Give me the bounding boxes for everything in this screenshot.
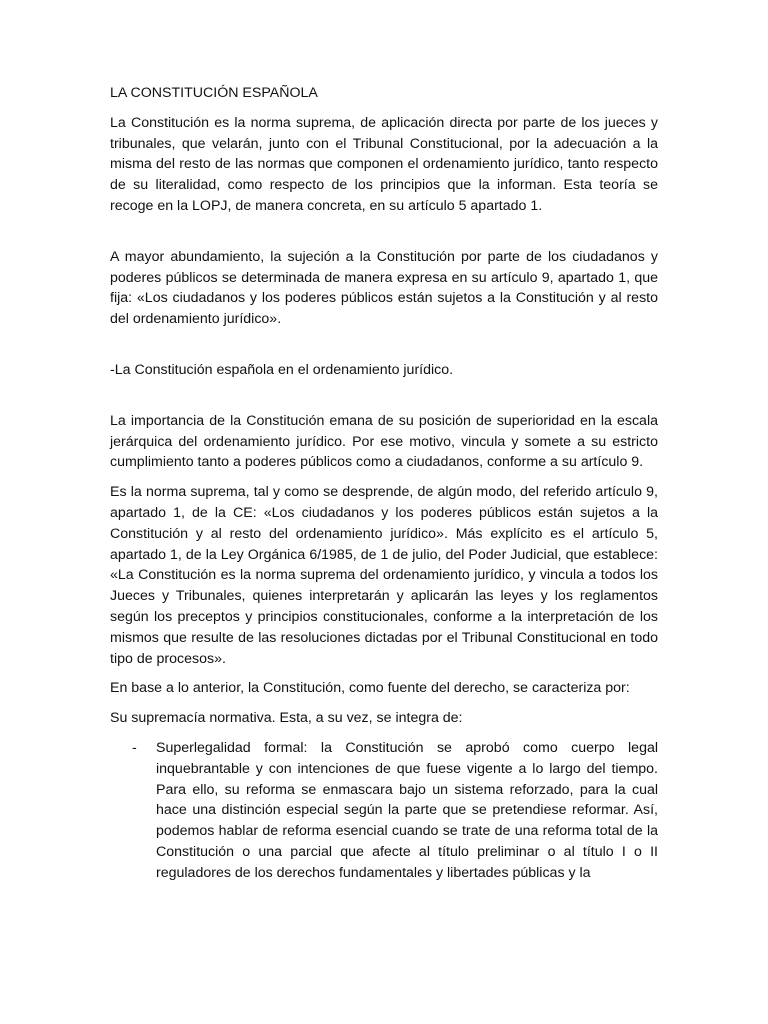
list-item (110, 738, 658, 884)
paragraph-3: La importancia de la Constitución emana de su posición de superioridad en la escala jerárquica del ordenamiento jurídico. Por ese motivo, vincula y somete a su estricto cumplimiento tanto a poderes públicos como a ciudadanos, conforme a su artículo 9. (110, 412, 658, 471)
section-heading: -La Constitución española en el ordenamiento jurídico. (110, 361, 454, 378)
paragraph-1: La Constitución es la norma suprema, de aplicación directa por parte de los jueces y tribunales, que velarán, junto con el Tribunal Constitucional, por la adecuación a la misma del resto de las normas que componen el ordenamiento jurídico, tanto respecto de su literalidad, como respecto de los principios que la informan. Esta teoría se recoge en la LOPJ, de manera concreta, en su artículo 5 apartado 1. (110, 114, 658, 214)
paragraph-5: En base a lo anterior, la Constitución, como fuente del derecho, se caracteriza por: (110, 680, 630, 697)
list-item-text: Superlegalidad formal: la Constitución se aprobó como cuerpo legal inquebrantable y con intenciones de que fuese vigente a lo largo del tiempo. Para ello, su reforma se enmascara bajo un sistema reforzado, para la cual hace una distinción especial según la parte que se pretendiese reformar. Así, podemos hablar de reforma esencial cuando se trate de una reforma total de la Constitución o una parcial que afecte al título preliminar o al título I o II reguladores de los derechos fundamentales y libertades públicas y la (156, 739, 658, 881)
paragraph-6: Su supremacía normativa. Esta, a su vez, se integra de: (110, 710, 463, 727)
list-marker: - (132, 739, 137, 756)
paragraph-4: Es la norma suprema, tal y como se desprende, de algún modo, del referido artículo 9, apartado 1, de la CE: «Los ciudadanos y los poderes públicos están sujetos a la Constitución y al resto del ordenamiento jurídico». Más explícito es el artículo 5, apartado 1, de la Ley Orgánica 6/1985, de 1 de julio, del Poder Judicial, que establece: «La Constitución es la norma suprema del ordenamiento jurídico, y vincula a todos los Jueces y Tribunales, quienes interpretarán y aplicarán las leyes y los reglamentos según los preceptos y principios constitucionales, conforme a la interpretación de los mismos que resulte de las resoluciones dictadas por el Tribunal Constitucional en todo tipo de procesos». (110, 484, 658, 667)
document-page (110, 83, 658, 884)
paragraph-2: A mayor abundamiento, la sujeción a la Constitución por parte de los ciudadanos y poderes públicos se determinada de manera expresa en su artículo 9, apartado 1, que fija: «Los ciudadanos y los poderes públicos están sujetos a la Constitución y al resto del ordenamiento jurídico». (110, 248, 658, 328)
document-title: LA CONSTITUCIÓN ESPAÑOLA (110, 85, 318, 101)
